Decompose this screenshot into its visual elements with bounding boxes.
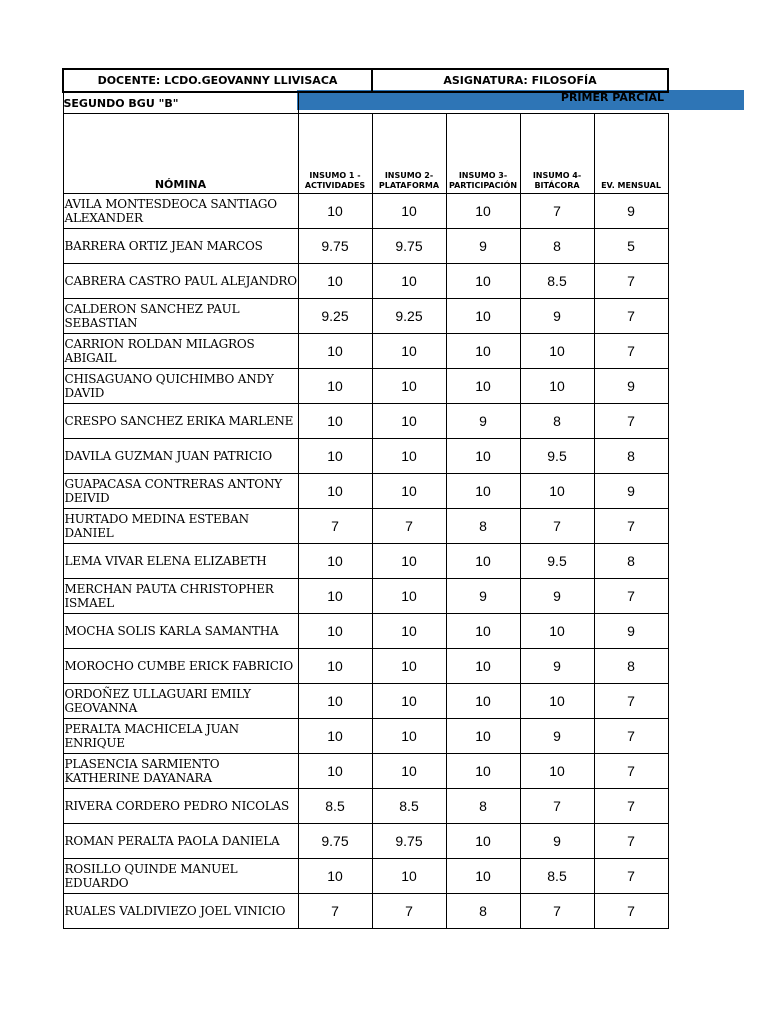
table-row [63, 439, 668, 474]
student-name: DAVILA GUZMAN JUAN PATRICIO [63, 439, 298, 474]
insumo2-value: 10 [372, 649, 446, 684]
insumo4-value: 9.5 [520, 544, 594, 579]
docente-cell: DOCENTE: LCDO.GEOVANNY LLIVISACA [63, 69, 372, 92]
insumo1-value: 10 [298, 194, 372, 229]
insumo3-value: 10 [446, 614, 520, 649]
mensual-value: 9 [594, 369, 668, 404]
insumo3-value: 10 [446, 194, 520, 229]
mensual-header: EV. MENSUAL [594, 114, 668, 194]
student-name: ROSILLO QUINDE MANUEL EDUARDO [63, 859, 298, 894]
table-row [63, 789, 668, 824]
mensual-value: 7 [594, 789, 668, 824]
student-name: PLASENCIA SARMIENTO KATHERINE DAYANARA [63, 754, 298, 789]
insumo1-value: 10 [298, 754, 372, 789]
insumo4-value: 10 [520, 754, 594, 789]
insumo3-value: 9 [446, 404, 520, 439]
insumo2-value: 10 [372, 859, 446, 894]
insumo1-value: 10 [298, 474, 372, 509]
student-name: BARRERA ORTIZ JEAN MARCOS [63, 229, 298, 264]
insumo2-value: 9.75 [372, 824, 446, 859]
mensual-value: 7 [594, 509, 668, 544]
table-row [63, 649, 668, 684]
mensual-value: 7 [594, 264, 668, 299]
insumo3-value: 10 [446, 264, 520, 299]
insumo1-value: 10 [298, 369, 372, 404]
insumo3-value: 8 [446, 894, 520, 929]
insumo4-value: 8.5 [520, 859, 594, 894]
insumo2-value: 10 [372, 754, 446, 789]
insumo2-value: 9.75 [372, 229, 446, 264]
insumo4-header: INSUMO 4- BITÁCORA [520, 114, 594, 194]
insumo1-value: 10 [298, 404, 372, 439]
student-name: ROMAN PERALTA PAOLA DANIELA [63, 824, 298, 859]
insumo2-value: 10 [372, 334, 446, 369]
table-row [63, 334, 668, 369]
insumo3-value: 10 [446, 719, 520, 754]
insumo4-value: 10 [520, 474, 594, 509]
insumo3-value: 10 [446, 334, 520, 369]
table-row [63, 404, 668, 439]
insumo2-value: 10 [372, 544, 446, 579]
insumo4-value: 10 [520, 369, 594, 404]
mensual-value: 7 [594, 404, 668, 439]
mensual-value: 8 [594, 544, 668, 579]
table-row [63, 859, 668, 894]
insumo3-value: 10 [446, 439, 520, 474]
mensual-value: 7 [594, 579, 668, 614]
group-row [63, 92, 668, 114]
mensual-value: 7 [594, 824, 668, 859]
table-row [63, 579, 668, 614]
insumo4-value: 7 [520, 894, 594, 929]
table-row [63, 194, 668, 229]
insumo1-value: 8.5 [298, 789, 372, 824]
insumo3-header: INSUMO 3- PARTICIPACIÓN [446, 114, 520, 194]
insumo3-value: 10 [446, 299, 520, 334]
mensual-value: 7 [594, 299, 668, 334]
student-name: MOCHA SOLIS KARLA SAMANTHA [63, 614, 298, 649]
insumo3-value: 8 [446, 789, 520, 824]
insumo4-value: 10 [520, 614, 594, 649]
title-row [63, 69, 668, 92]
student-name: CHISAGUANO QUICHIMBO ANDY DAVID [63, 369, 298, 404]
insumo1-value: 9.75 [298, 229, 372, 264]
table-row [63, 614, 668, 649]
insumo2-value: 10 [372, 264, 446, 299]
insumo1-value: 10 [298, 684, 372, 719]
student-rows [63, 194, 668, 929]
mensual-value: 9 [594, 194, 668, 229]
insumo2-value: 9.25 [372, 299, 446, 334]
insumo2-value: 7 [372, 894, 446, 929]
grade-sheet [62, 68, 669, 929]
insumo1-value: 10 [298, 264, 372, 299]
insumo3-value: 10 [446, 859, 520, 894]
insumo4-value: 8 [520, 404, 594, 439]
curso-cell: SEGUNDO BGU "B" [63, 92, 298, 114]
mensual-value: 7 [594, 754, 668, 789]
insumo2-value: 10 [372, 439, 446, 474]
insumo4-value: 7 [520, 194, 594, 229]
student-name: GUAPACASA CONTRERAS ANTONY DEIVID [63, 474, 298, 509]
student-name: RUALES VALDIVIEZO JOEL VINICIO [63, 894, 298, 929]
student-name: CALDERON SANCHEZ PAUL SEBASTIAN [63, 299, 298, 334]
nomina-header: NÓMINA [63, 114, 298, 194]
mensual-value: 7 [594, 334, 668, 369]
insumo1-value: 10 [298, 614, 372, 649]
insumo3-value: 10 [446, 474, 520, 509]
insumo4-value: 9 [520, 719, 594, 754]
insumo2-value: 8.5 [372, 789, 446, 824]
mensual-value: 8 [594, 439, 668, 474]
student-name: CRESPO SANCHEZ ERIKA MARLENE [63, 404, 298, 439]
insumo4-value: 10 [520, 334, 594, 369]
insumo3-value: 10 [446, 824, 520, 859]
student-name: CARRION ROLDAN MILAGROS ABIGAIL [63, 334, 298, 369]
insumo2-value: 7 [372, 509, 446, 544]
insumo1-value: 10 [298, 649, 372, 684]
insumo1-value: 9.25 [298, 299, 372, 334]
student-name: MERCHAN PAUTA CHRISTOPHER ISMAEL [63, 579, 298, 614]
table-row [63, 369, 668, 404]
insumo1-value: 10 [298, 544, 372, 579]
insumo2-value: 10 [372, 684, 446, 719]
mensual-value: 8 [594, 649, 668, 684]
insumo2-value: 10 [372, 474, 446, 509]
insumo4-value: 9 [520, 649, 594, 684]
insumo3-value: 10 [446, 369, 520, 404]
mensual-value: 9 [594, 474, 668, 509]
insumo1-value: 9.75 [298, 824, 372, 859]
student-name: AVILA MONTESDEOCA SANTIAGO ALEXANDER [63, 194, 298, 229]
insumo1-value: 10 [298, 334, 372, 369]
grades-table [62, 68, 669, 929]
table-row [63, 299, 668, 334]
insumo4-value: 8.5 [520, 264, 594, 299]
insumo3-value: 10 [446, 649, 520, 684]
student-name: LEMA VIVAR ELENA ELIZABETH [63, 544, 298, 579]
table-row [63, 894, 668, 929]
parcial-label: PRIMER PARCIAL [560, 91, 664, 104]
asignatura-cell: ASIGNATURA: FILOSOFÍA [372, 69, 668, 92]
insumo4-value: 7 [520, 789, 594, 824]
insumo2-value: 10 [372, 194, 446, 229]
table-row [63, 824, 668, 859]
insumo3-value: 10 [446, 544, 520, 579]
insumo2-value: 10 [372, 369, 446, 404]
insumo4-value: 10 [520, 684, 594, 719]
insumo2-value: 10 [372, 579, 446, 614]
insumo4-value: 9 [520, 824, 594, 859]
parcial-cell [298, 92, 668, 114]
student-name: ORDOÑEZ ULLAGUARI EMILY GEOVANNA [63, 684, 298, 719]
insumo1-value: 10 [298, 579, 372, 614]
mensual-value: 5 [594, 229, 668, 264]
insumo4-value: 8 [520, 229, 594, 264]
insumo1-value: 7 [298, 894, 372, 929]
insumo3-value: 10 [446, 754, 520, 789]
insumo1-value: 10 [298, 859, 372, 894]
insumo1-value: 10 [298, 439, 372, 474]
insumo1-value: 7 [298, 509, 372, 544]
column-header-row [63, 114, 668, 194]
insumo4-value: 7 [520, 509, 594, 544]
insumo3-value: 10 [446, 684, 520, 719]
mensual-value: 7 [594, 894, 668, 929]
student-name: RIVERA CORDERO PEDRO NICOLAS [63, 789, 298, 824]
insumo4-value: 9 [520, 299, 594, 334]
table-row [63, 544, 668, 579]
insumo2-value: 10 [372, 404, 446, 439]
student-name: HURTADO MEDINA ESTEBAN DANIEL [63, 509, 298, 544]
insumo2-value: 10 [372, 719, 446, 754]
table-row [63, 229, 668, 264]
insumo2-header: INSUMO 2- PLATAFORMA [372, 114, 446, 194]
insumo2-value: 10 [372, 614, 446, 649]
table-row [63, 754, 668, 789]
mensual-value: 7 [594, 684, 668, 719]
insumo3-value: 9 [446, 229, 520, 264]
insumo3-value: 9 [446, 579, 520, 614]
table-row [63, 474, 668, 509]
insumo1-value: 10 [298, 719, 372, 754]
insumo4-value: 9.5 [520, 439, 594, 474]
table-row [63, 684, 668, 719]
insumo3-value: 8 [446, 509, 520, 544]
table-row [63, 719, 668, 754]
mensual-value: 9 [594, 614, 668, 649]
table-row [63, 264, 668, 299]
student-name: MOROCHO CUMBE ERICK FABRICIO [63, 649, 298, 684]
student-name: CABRERA CASTRO PAUL ALEJANDRO [63, 264, 298, 299]
mensual-value: 7 [594, 859, 668, 894]
mensual-value: 7 [594, 719, 668, 754]
insumo1-header: INSUMO 1 - ACTIVIDADES [298, 114, 372, 194]
table-row [63, 509, 668, 544]
student-name: PERALTA MACHICELA JUAN ENRIQUE [63, 719, 298, 754]
insumo4-value: 9 [520, 579, 594, 614]
